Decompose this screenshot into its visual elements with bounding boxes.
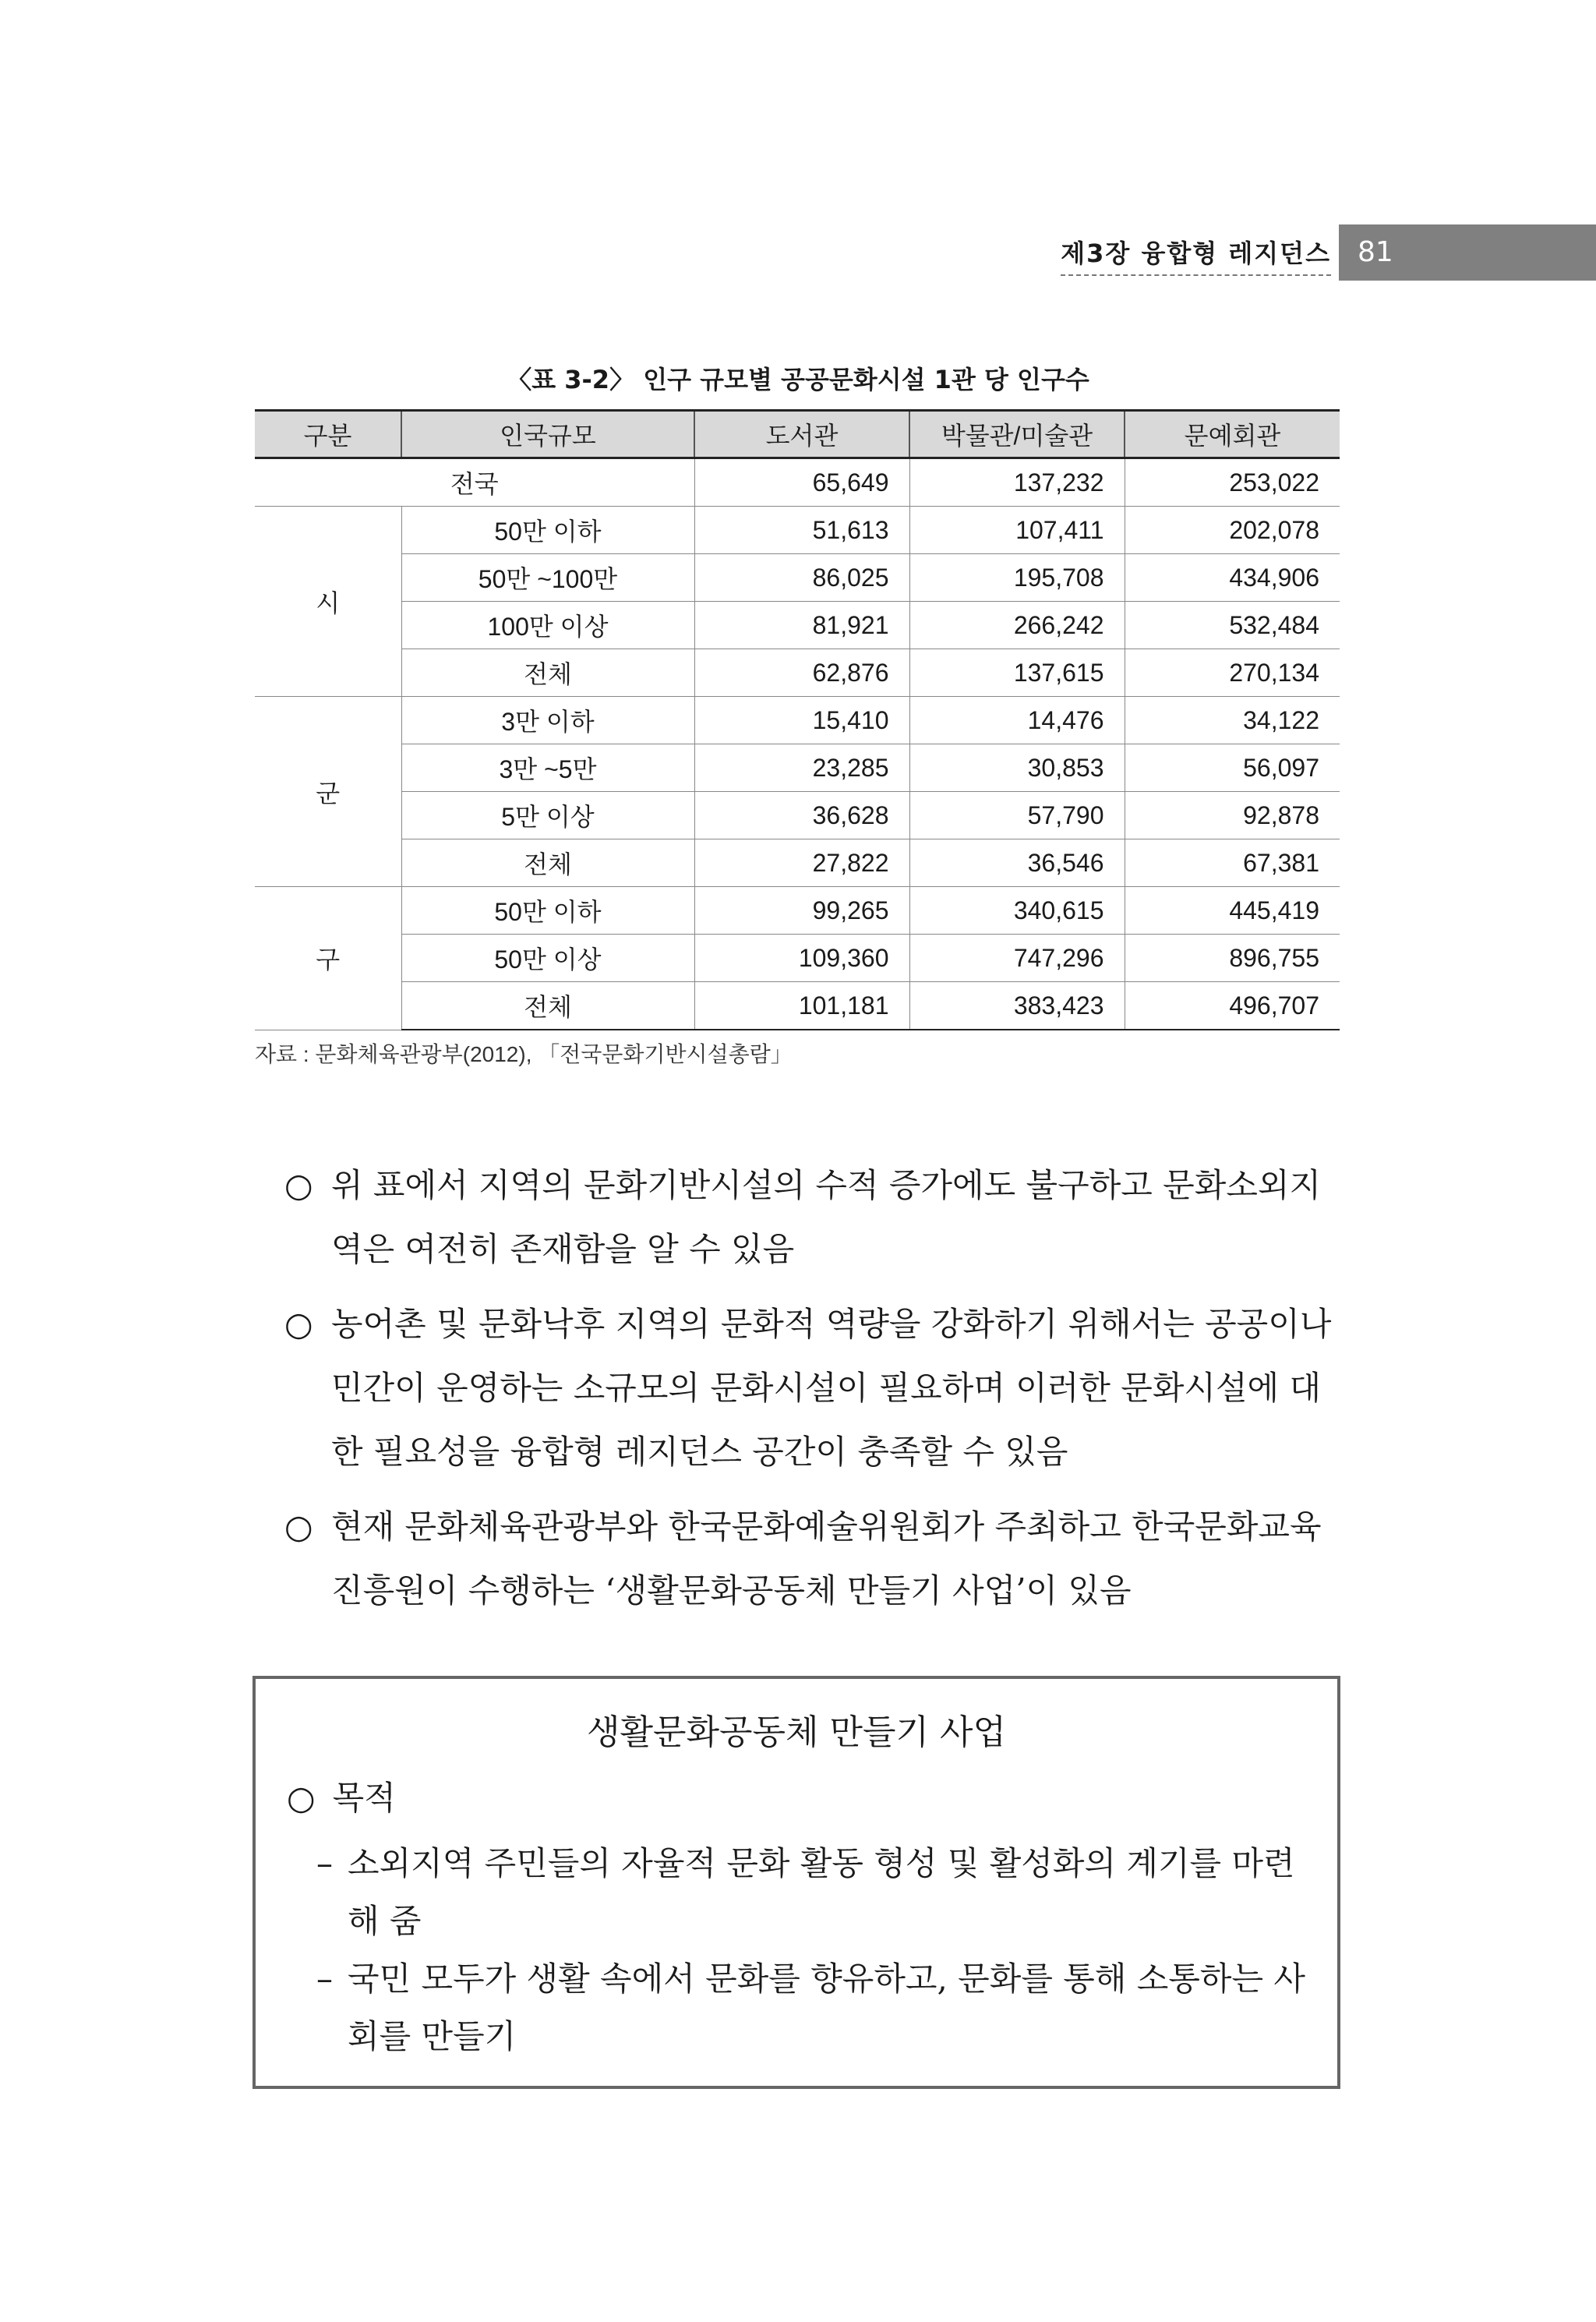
table-row: [255, 744, 1340, 792]
table-header-row: [255, 411, 1340, 458]
table-source: 자료 : 문화체육관광부(2012), 「전국문화기반시설총람」: [255, 1042, 793, 1066]
column-header: 박물관/미술관: [909, 411, 1125, 458]
value-cell: 202,078: [1125, 507, 1340, 554]
table-row: [255, 554, 1340, 602]
value-cell: 747,296: [909, 935, 1125, 982]
group-label: 구: [255, 887, 401, 1030]
page-header: [0, 224, 1596, 281]
value-cell: 51,613: [694, 507, 909, 554]
section-label: 목적: [332, 1779, 396, 1817]
value-cell: 14,476: [909, 697, 1125, 744]
table-row: [255, 887, 1340, 935]
value-cell: 36,546: [909, 839, 1125, 887]
value-cell: 266,242: [909, 602, 1125, 649]
value-cell: 434,906: [1125, 554, 1340, 602]
table-row: [255, 839, 1340, 887]
bullet-item: [284, 1292, 1340, 1484]
value-cell: 30,853: [909, 744, 1125, 792]
table-row: [255, 649, 1340, 697]
value-cell: 62,876: [694, 649, 909, 697]
box-item-list: [316, 1835, 1322, 2066]
value-cell: 137,615: [909, 649, 1125, 697]
table-row-national: [255, 458, 1340, 507]
value-cell: 532,484: [1125, 602, 1340, 649]
value-cell: 896,755: [1125, 935, 1340, 982]
box-item-text: 국민 모두가 생활 속에서 문화를 향유하고, 문화를 통해 소통하는 사회를 만들기: [348, 1960, 1305, 2055]
facility-population-table: [255, 409, 1340, 1030]
bullet-text: 위 표에서 지역의 문화기반시설의 수적 증가에도 불구하고 문화소외지역은 여전히 존재함을 알 수 있음: [331, 1166, 1322, 1268]
scale-cell: 50만 ~100만: [401, 554, 694, 602]
value-cell: 27,822: [694, 839, 909, 887]
box-list-item: [316, 1950, 1322, 2066]
value-cell: 86,025: [694, 554, 909, 602]
value-cell: 23,285: [694, 744, 909, 792]
bullet-text: 농어촌 및 문화낙후 지역의 문화적 역량을 강화하기 위해서는 공공이나 민간이 운영하는 소규모의 문화시설이 필요하며 이러한 문화시설에 대한 필요성을 융합형 레지던스 공간이 충족할 수 있음: [331, 1305, 1332, 1471]
bullet-item: [284, 1154, 1340, 1281]
value-cell: 253,022: [1125, 458, 1340, 507]
value-cell: 34,122: [1125, 697, 1340, 744]
circle-bullet-icon: ○: [284, 1305, 313, 1343]
table-row: [255, 792, 1340, 839]
column-header: 구분: [255, 411, 401, 458]
group-label: 시: [255, 507, 401, 697]
bullet-item: [284, 1495, 1340, 1623]
scale-cell: 3만 ~5만: [401, 744, 694, 792]
bullet-text: 현재 문화체육관광부와 한국문화예술위원회가 주최하고 한국문화교육진흥원이 수행하는 ‘생활문화공동체 만들기 사업’이 있음: [331, 1507, 1322, 1610]
table-row: [255, 507, 1340, 554]
dash-bullet-icon: –: [316, 1960, 333, 1998]
box-section-heading: [287, 1772, 396, 1819]
table-row: [255, 935, 1340, 982]
table-row: [255, 982, 1340, 1030]
value-cell: 109,360: [694, 935, 909, 982]
scale-cell: 전체: [401, 839, 694, 887]
value-cell: 56,097: [1125, 744, 1340, 792]
value-cell: 496,707: [1125, 982, 1340, 1030]
page-number: 81: [1339, 224, 1596, 281]
group-label: 군: [255, 697, 401, 887]
value-cell: 99,265: [694, 887, 909, 935]
dash-bullet-icon: –: [316, 1844, 333, 1882]
value-cell: 92,878: [1125, 792, 1340, 839]
value-cell: 57,790: [909, 792, 1125, 839]
scale-cell: 50만 이하: [401, 507, 694, 554]
chapter-title: 제3장 융합형 레지던스: [1061, 234, 1331, 276]
box-item-text: 소외지역 주민들의 자율적 문화 활동 형성 및 활성화의 계기를 마련해 줌: [348, 1844, 1295, 1940]
table-title: 〈표 3-2〉 인구 규모별 공공문화시설 1관 당 인구수: [507, 365, 1089, 394]
value-cell: 383,423: [909, 982, 1125, 1030]
scale-cell: 전체: [401, 982, 694, 1030]
column-header: 도서관: [694, 411, 909, 458]
value-cell: 36,628: [694, 792, 909, 839]
value-cell: 340,615: [909, 887, 1125, 935]
value-cell: 195,708: [909, 554, 1125, 602]
circle-bullet-icon: ○: [284, 1507, 313, 1546]
value-cell: 101,181: [694, 982, 909, 1030]
value-cell: 65,649: [694, 458, 909, 507]
scale-cell: 50만 이상: [401, 935, 694, 982]
value-cell: 445,419: [1125, 887, 1340, 935]
row-label: 전국: [255, 458, 694, 507]
bullet-list: [284, 1154, 1340, 1634]
program-box: [252, 1676, 1340, 2089]
scale-cell: 전체: [401, 649, 694, 697]
value-cell: 107,411: [909, 507, 1125, 554]
table-body: [255, 458, 1340, 1030]
scale-cell: 100만 이상: [401, 602, 694, 649]
column-header: 인국규모: [401, 411, 694, 458]
value-cell: 67,381: [1125, 839, 1340, 887]
value-cell: 270,134: [1125, 649, 1340, 697]
circle-bullet-icon: ○: [284, 1166, 313, 1204]
box-list-item: [316, 1835, 1322, 1950]
table-row: [255, 697, 1340, 744]
table-row: [255, 602, 1340, 649]
scale-cell: 50만 이하: [401, 887, 694, 935]
scale-cell: 3만 이하: [401, 697, 694, 744]
value-cell: 137,232: [909, 458, 1125, 507]
scale-cell: 5만 이상: [401, 792, 694, 839]
value-cell: 81,921: [694, 602, 909, 649]
value-cell: 15,410: [694, 697, 909, 744]
circle-bullet-icon: ○: [287, 1779, 316, 1817]
box-title: 생활문화공동체 만들기 사업: [586, 1712, 1007, 1752]
column-header: 문예회관: [1125, 411, 1340, 458]
